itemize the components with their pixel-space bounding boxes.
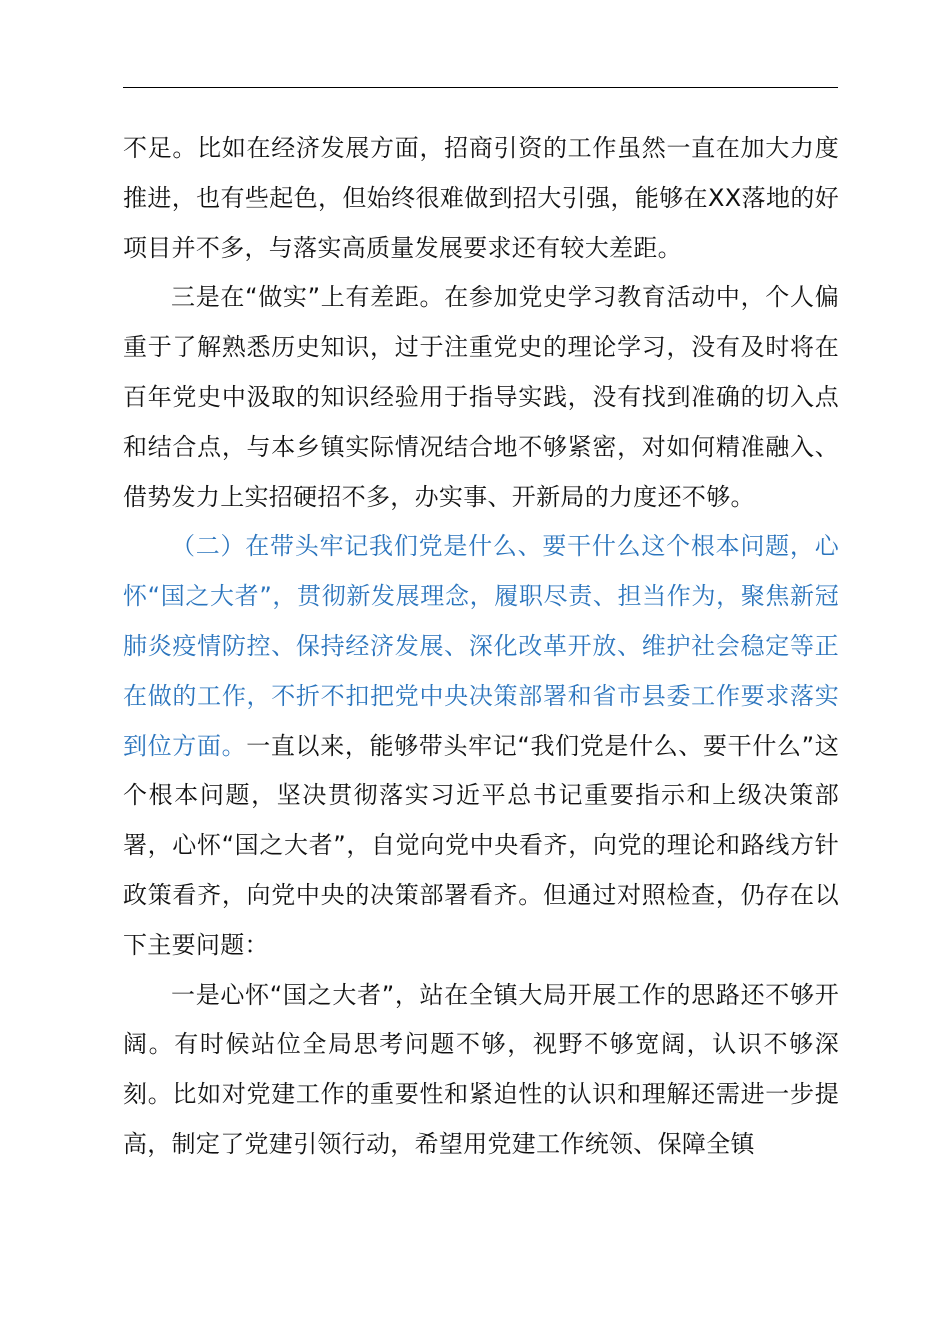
paragraph-third-point: 三是在“做实”上有差距。在参加党史学习教育活动中，个人偏重于了解熟悉历史知识，过于注重党史的理论学习，没有及时将在百年党史中汲取的知识经验用于指导实践，没有找到准确的切入点和结合点，与本乡镇实际情况结合地不够紧密，对如何精准融入、借势发力上实招硬招不多，办实事、开新局的力度还不够。 [123,283,839,511]
section-two-heading: （二）在带头牢记我们党是什么、要干什么这个根本问题，心怀“国之大者”，贯彻新发展理念，履职尽责、担当作为，聚焦新冠肺炎疫情防控、保持经济发展、深化改革开放、维护社会稳定等正在做的工作，不折不扣把党中央决策部署和省市县委工作要求落实到位方面。 [123,532,839,760]
document-body [123,124,839,1170]
paragraph-continuation: 不足。比如在经济发展方面，招商引资的工作虽然一直在加大力度推进，也有些起色，但始终很难做到招大引强，能够在XX落地的好项目并不多，与落实高质量发展要求还有较大差距。 [123,134,839,262]
section-two-body: 一直以来，能够带头牢记“我们党是什么、要干什么”这个根本问题，坚决贯彻落实习近平总书记重要指示和上级决策部署，心怀“国之大者”，自觉向党中央看齐，向党的理论和路线方针政策看齐，向党中央的决策部署看齐。但通过对照检查，仍存在以下主要问题： [123,731,839,959]
header-rule [123,87,838,88]
paragraph-first-point: 一是心怀“国之大者”，站在全镇大局开展工作的思路还不够开阔。有时候站位全局思考问题不够，视野不够宽阔，认识不够深刻。比如对党建工作的重要性和紧迫性的认识和理解还需进一步提高，制定了党建引领行动，希望用党建工作统领、保障全镇 [123,980,839,1158]
paragraph-section-two [123,522,839,970]
